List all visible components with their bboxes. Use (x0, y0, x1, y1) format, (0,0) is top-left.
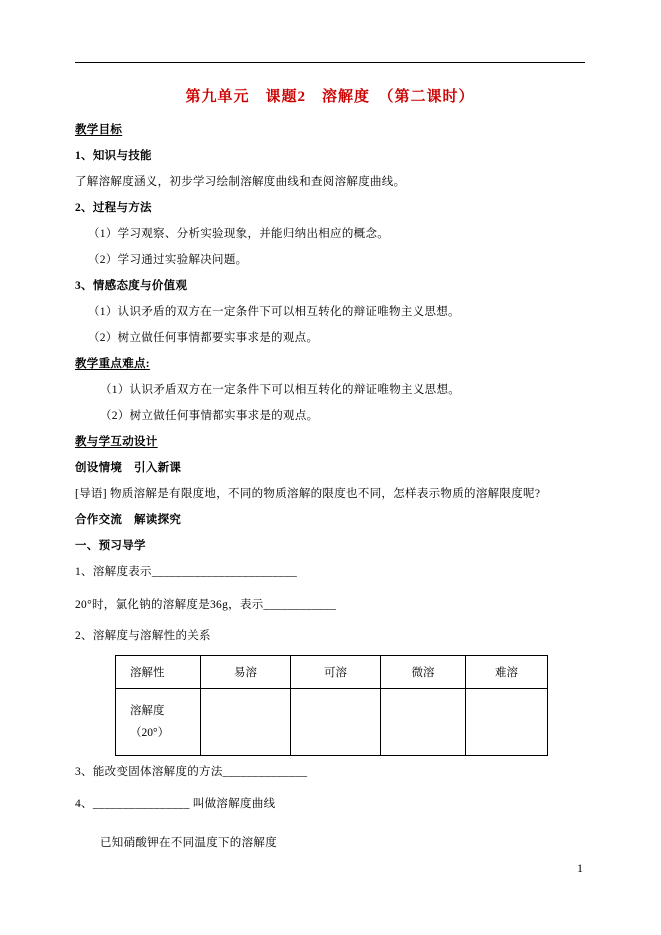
table-cell-slightly-soluble: 微溶 (381, 656, 466, 689)
table-cell-solubility-label: 溶解性 (116, 656, 201, 689)
subheading-preview-guide: 一、预习导学 (75, 540, 146, 552)
table-cell-empty-1 (201, 689, 291, 756)
heading-key-difficulties: 教学重点难点: (75, 358, 150, 370)
page-number: 1 (577, 861, 583, 875)
para-q2-solubility-relation: 2、溶解度与溶解性的关系 (75, 630, 211, 642)
heading-teaching-objectives: 教学目标 (75, 124, 123, 136)
para-knowledge-skills-desc: 了解溶解度涵义，初步学习绘制溶解度曲线和查阅溶解度曲线。 (75, 176, 406, 188)
para-key-difficulty-1: （1）认识矛盾双方在一定条件下可以相互转化的辩证唯物主义思想。 (100, 384, 461, 396)
table-cell-easily-soluble: 易溶 (201, 656, 291, 689)
table-cell-solubility-20-label: 溶解度（20°） (116, 689, 201, 756)
table-data-row (116, 689, 548, 756)
solubility-comparison-table (115, 655, 548, 756)
para-process-method-2: （2）学习通过实验解决问题。 (88, 254, 248, 266)
para-affect-value-2: （2）树立做任何事情都要实事求是的观点。 (88, 332, 319, 344)
table-header-row (116, 656, 548, 689)
para-key-difficulty-2: （2）树立做任何事情都实事求是的观点。 (100, 410, 319, 422)
table-cell-empty-2 (291, 689, 381, 756)
para-q3-change-solubility-methods: 3、能改变固体溶解度的方法______________ (75, 766, 308, 778)
document-title: 第九单元 课题2 溶解度 （第二课时） (185, 89, 475, 105)
table-cell-soluble: 可溶 (291, 656, 381, 689)
subheading-process-methods: 2、过程与方法 (75, 202, 152, 214)
para-q1b-nacl-example: 20°时，氯化钠的溶解度是36g，表示____________ (75, 599, 337, 611)
para-lead-in: [导语] 物质溶解是有限度地，不同的物质溶解的限度也不同，怎样表示物质的溶解限度呢? (75, 488, 541, 500)
table-cell-empty-3 (381, 689, 466, 756)
para-affect-value-1: （1）认识矛盾的双方在一定条件下可以相互转化的辩证唯物主义思想。 (88, 306, 460, 318)
para-process-method-1: （1）学习观察、分析实验现象，并能归纳出相应的概念。 (88, 228, 390, 240)
heading-teaching-interaction-design: 教与学互动设计 (75, 436, 158, 448)
subheading-cooperative-exploration: 合作交流 解读探究 (75, 514, 182, 526)
para-known-kno3-solubility: 已知硝酸钾在不同温度下的溶解度 (100, 837, 277, 849)
para-q4-solubility-curve: 4、________________ 叫做溶解度曲线 (75, 798, 276, 810)
table-cell-empty-4 (466, 689, 548, 756)
subheading-affect-values: 3、情感态度与价值观 (75, 280, 188, 292)
header-rule (75, 62, 585, 63)
table-cell-insoluble: 难溶 (466, 656, 548, 689)
subheading-create-context-new-lesson: 创设情境 引入新课 (75, 462, 182, 474)
para-q1-solubility-definition: 1、溶解度表示________________________ (75, 566, 298, 578)
subheading-knowledge-skills: 1、知识与技能 (75, 150, 152, 162)
